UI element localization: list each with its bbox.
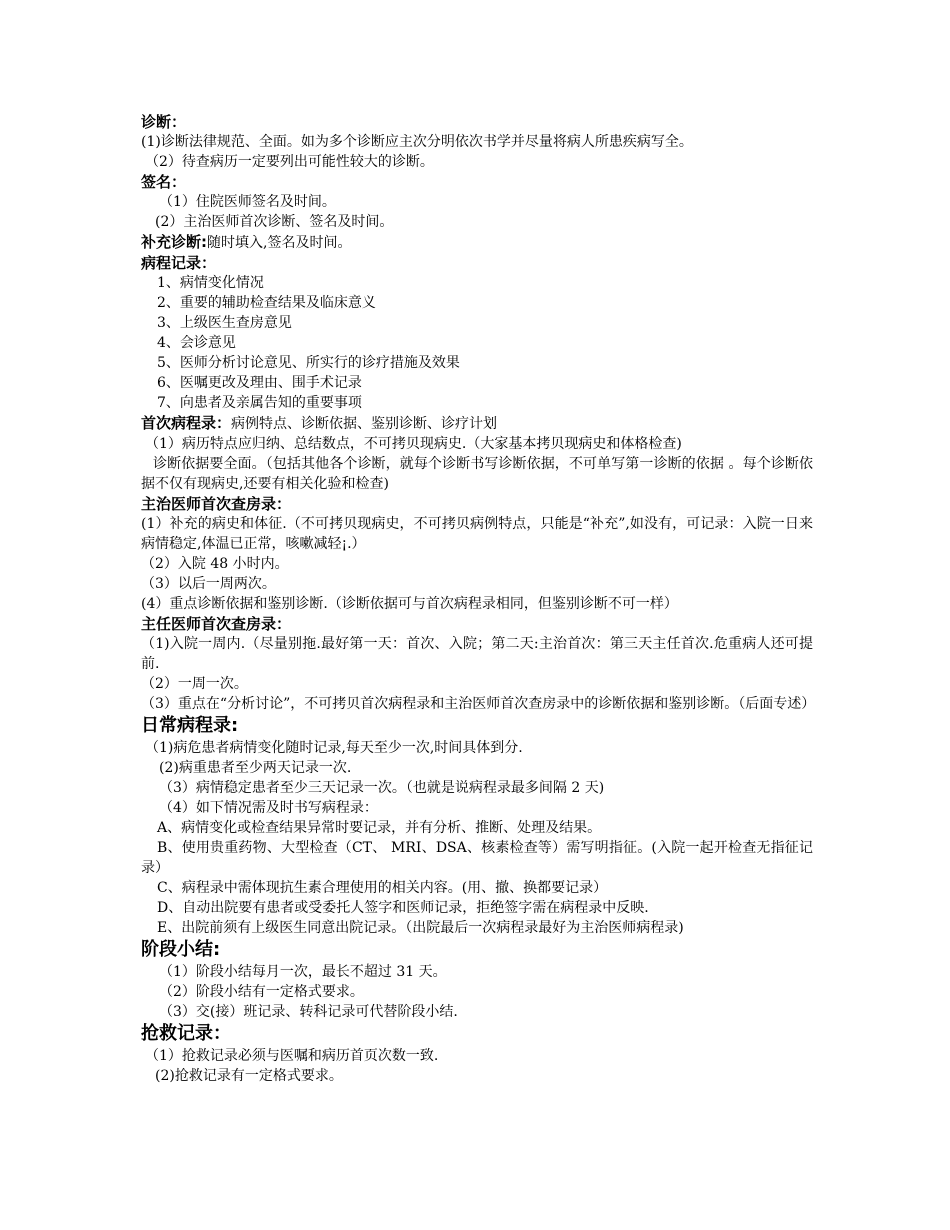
director-round-line-2: （2）一周一次。 <box>141 676 248 692</box>
rescue-heading: 抢救记录： <box>141 1023 231 1044</box>
first-progress-subtitle: 病例特点、诊断依据、鉴别诊断、诊疗计划 <box>231 416 498 432</box>
director-round-line-1: （1)入院一周内.（尽量别拖.最好第一天：首次、入院；第二天:主治首次：第三天主任首次.危重病人还可提前. <box>141 636 813 672</box>
first-progress-line-2: 诊断依据要全面。（包括其他各个诊断，就每个诊断书写诊断依据，不可单写第一诊断的依据 。每个诊断依据不仅有现病史,还要有相关化验和检查) <box>141 456 813 492</box>
attending-round-line-3: （3）以后一周两次。 <box>141 576 276 592</box>
diagnosis-line-2: （2）待查病历一定要列出可能性较大的诊断。 <box>145 154 434 170</box>
signature-line-1: （1）住院医师签名及时间。 <box>159 194 336 210</box>
daily-progress-item-c: C、病程录中需体现抗生素合理使用的相关内容。(用、撤、换都要记录） <box>157 880 608 896</box>
attending-round-line-2: （2）入院 48 小时内。 <box>141 556 289 572</box>
attending-round-line-1: (1）补充的病史和体征.（不可拷贝现病史，不可拷贝病例特点，只能是“补充”,如没有，可记录：入院一日来病情稳定,体温已正常，咳嗽减轻¡.） <box>141 516 813 552</box>
daily-progress-item-e: E、出院前须有上级医生同意出院记录。（出院最后一次病程录最好为主治医师病程录) <box>157 920 684 936</box>
stage-summary-line-2: （2）阶段小结有一定格式要求。 <box>159 984 364 1000</box>
progress-notes-heading: 病程记录： <box>141 254 217 272</box>
progress-item: 6、医嘱更改及理由、围手术记录 <box>157 375 362 391</box>
rescue-line-1: （1）抢救记录必须与医嘱和病历首页次数一致. <box>145 1048 439 1064</box>
attending-round-line-4: (4）重点诊断依据和鉴别诊断.（诊断依据可与首次病程录相同，但鉴别诊断不可一样） <box>141 596 678 612</box>
progress-item: 4、会诊意见 <box>157 335 236 351</box>
stage-summary-line-3: （3）交(接）班记录、转科记录可代替阶段小结. <box>159 1004 458 1020</box>
daily-progress-item-a: A、病情变化或检查结果异常时要记录，并有分析、推断、处理及结果。 <box>157 820 602 836</box>
signature-heading: 签名： <box>141 173 187 191</box>
stage-summary-line-1: （1）阶段小结每月一次，最长不超过 31 天。 <box>159 964 447 980</box>
daily-progress-item-b: B、使用贵重药物、大型检查（CT、 MRI、DSA、核素检查等）需写明指征。(入院一起开检查无指征记录） <box>141 840 813 876</box>
supplement-heading: 补充诊断: <box>141 233 207 251</box>
supplement-line <box>141 232 813 253</box>
first-progress-line-1: （1）病历特点应归纳、总结数点，不可拷贝现病史.（大家基本拷贝现病史和体格检查) <box>145 436 682 452</box>
supplement-text: 随时填入,签名及时间。 <box>207 235 352 251</box>
stage-summary-heading: 阶段小结: <box>141 939 221 960</box>
daily-progress-line-2: (2)病重患者至少两天记录一次. <box>159 760 352 776</box>
daily-progress-line-4: （4）如下情况需及时书写病程录： <box>159 800 378 816</box>
progress-item: 5、医师分析讨论意见、所实行的诊疗措施及效果 <box>157 355 460 371</box>
attending-round-heading: 主治医师首次查房录： <box>141 495 292 513</box>
first-progress-heading: 首次病程录： <box>141 414 232 432</box>
first-progress-line <box>141 413 813 434</box>
progress-item: 1、病情变化情况 <box>157 275 264 291</box>
director-round-heading: 主任医师首次查房录： <box>141 615 292 633</box>
daily-progress-item-d: D、自动出院要有患者或受委托人签字和医师记录，拒绝签字需在病程录中反映. <box>157 900 649 916</box>
document-page <box>141 112 816 1086</box>
signature-line-2: (2）主治医师首次诊断、签名及时间。 <box>155 214 394 230</box>
daily-progress-heading: 日常病程录: <box>141 715 239 736</box>
progress-item: 3、上级医生查房意见 <box>157 315 292 331</box>
director-round-line-3: （3）重点在“分析讨论”，不可拷贝首次病程录和主治医师首次查房录中的诊断依据和鉴别诊断。（后面专述） <box>141 696 816 712</box>
rescue-line-2: (2)抢救记录有一定格式要求。 <box>155 1068 343 1084</box>
diagnosis-heading: 诊断： <box>141 113 187 131</box>
progress-item: 7、向患者及亲属告知的重要事项 <box>157 395 362 411</box>
daily-progress-line-3: （3）病情稳定患者至少三天记录一次。（也就是说病程录最多间隔 2 天) <box>159 780 605 796</box>
progress-item: 2、重要的辅助检查结果及临床意义 <box>157 295 376 311</box>
daily-progress-line-1: （1)病危患者病情变化随时记录,每天至少一次,时间具体到分. <box>145 740 523 756</box>
diagnosis-line-1: (1)诊断法律规范、全面。如为多个诊断应主次分明依次书学并尽量将病人所患疾病写全。 <box>141 134 693 150</box>
